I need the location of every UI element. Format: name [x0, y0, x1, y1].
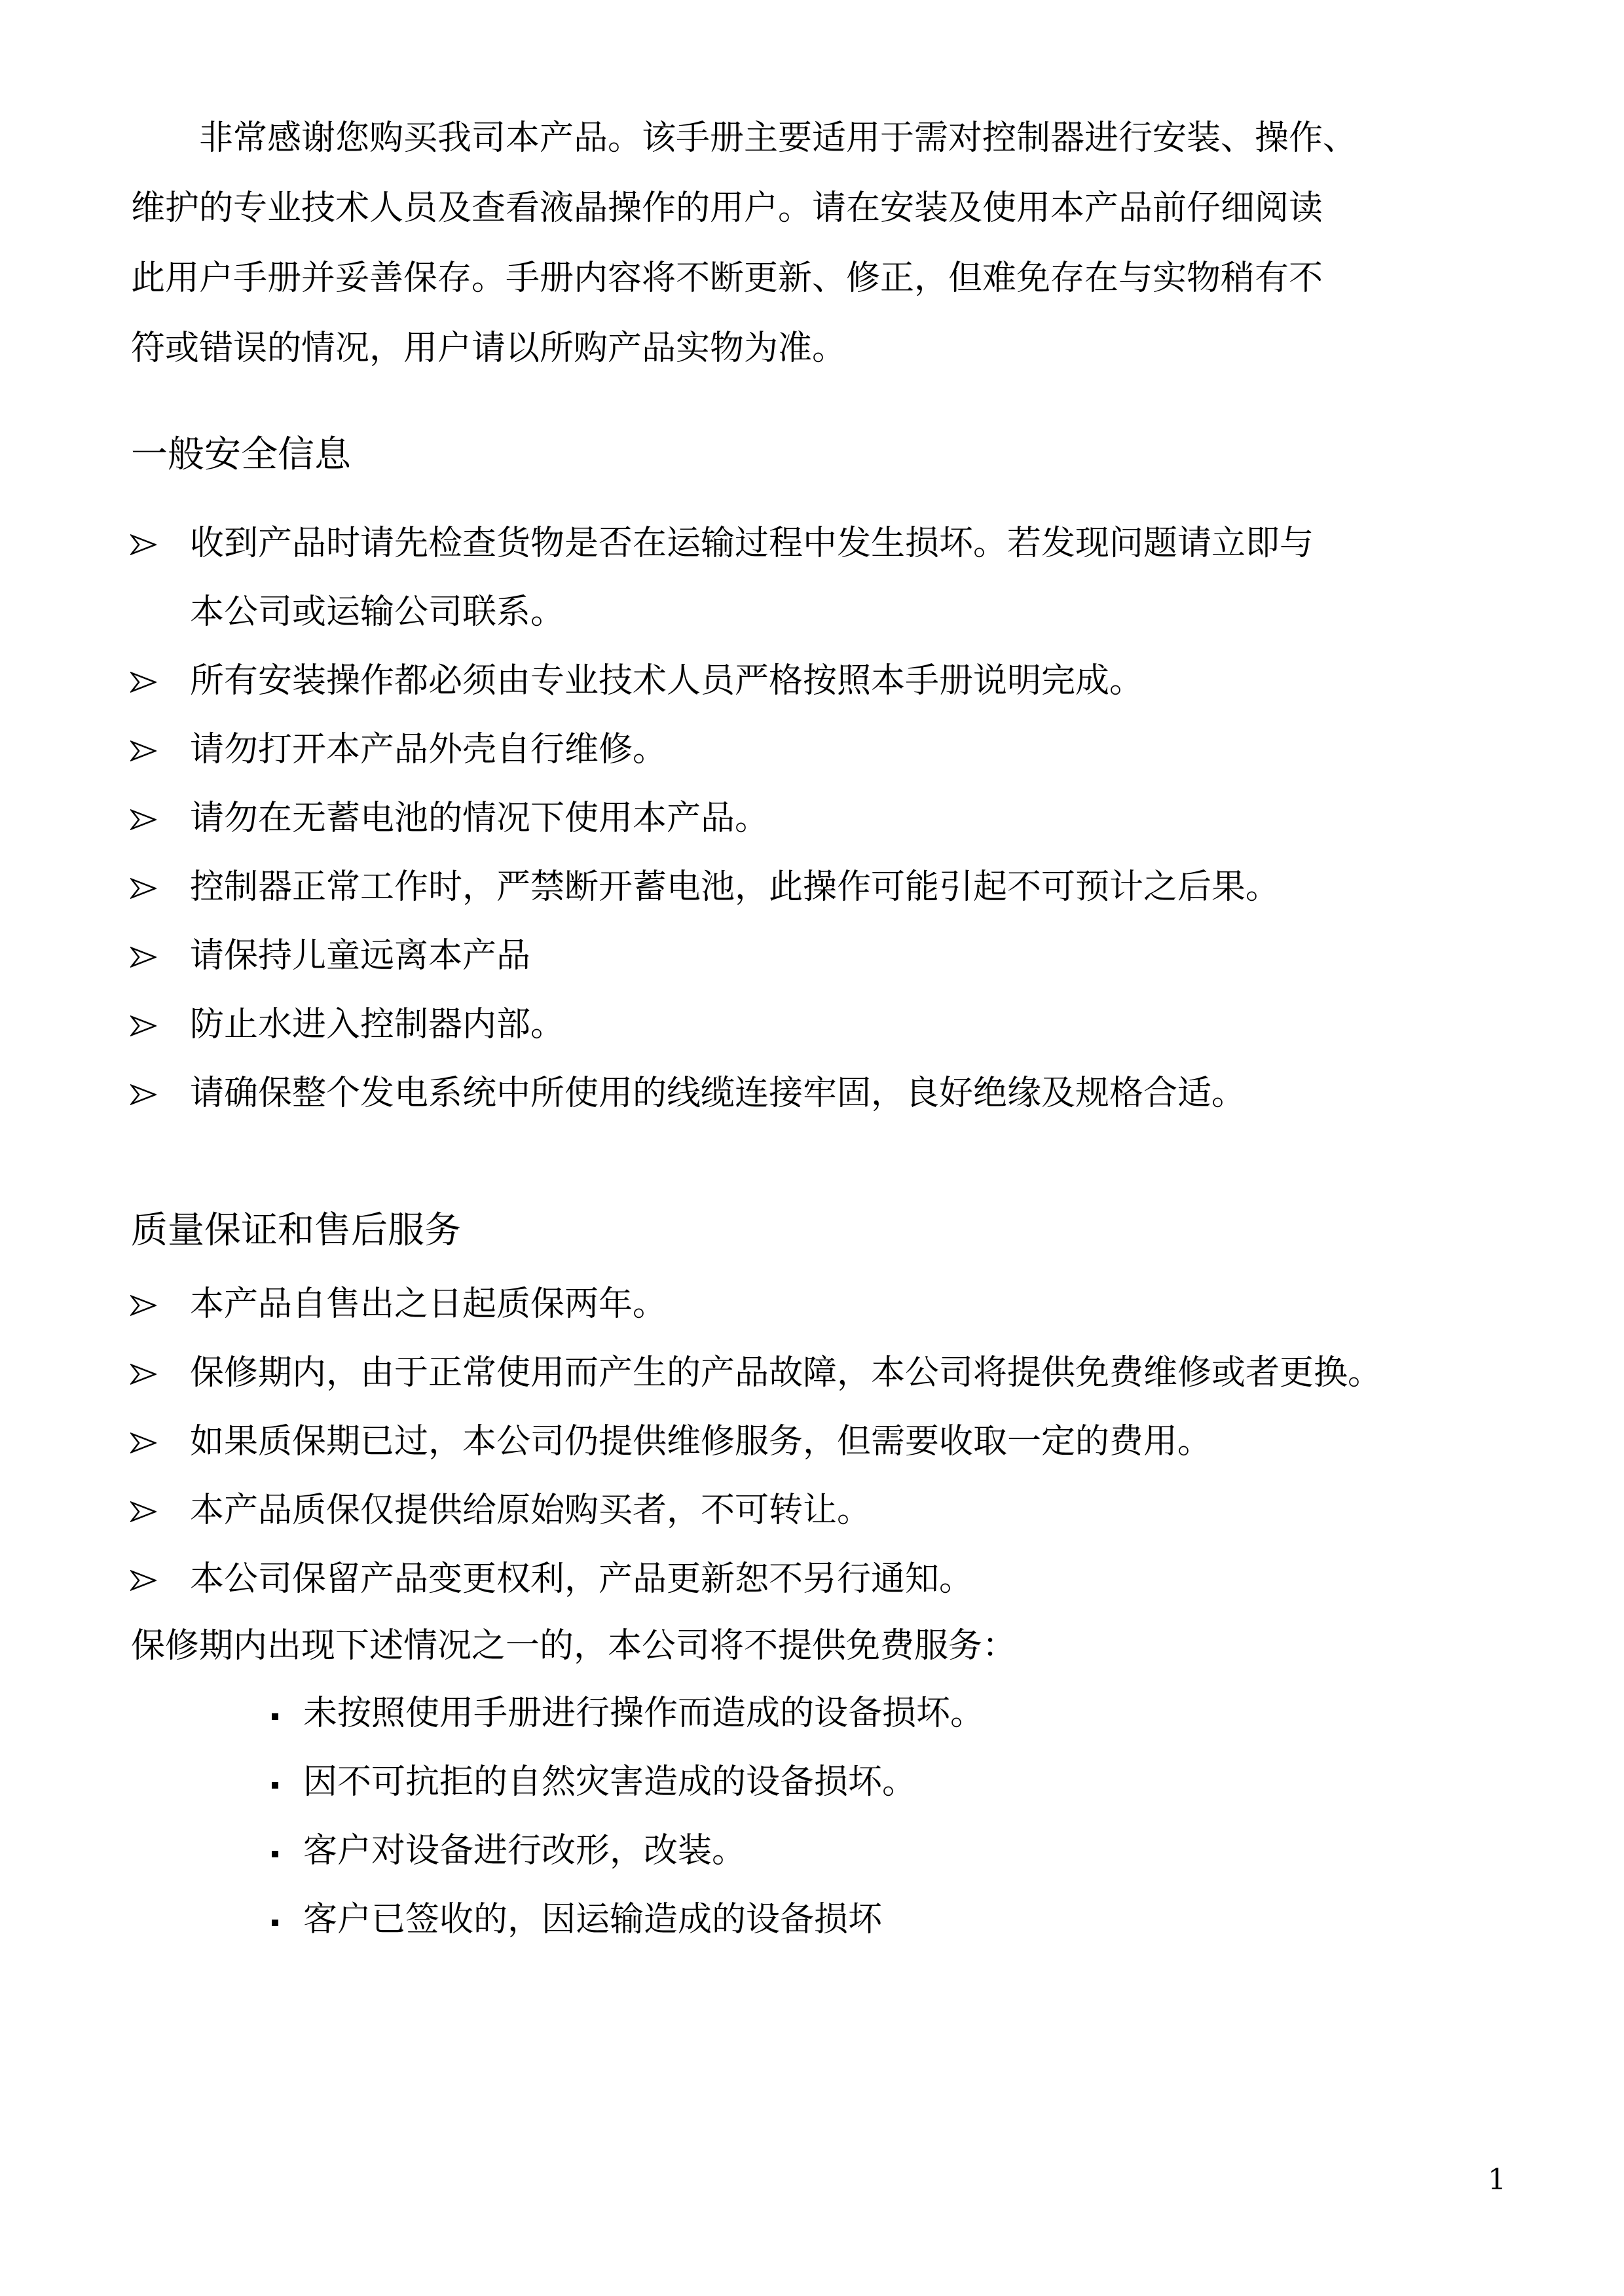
exclusion-item	[272, 1886, 984, 1954]
quality-heading: 质量保证和售后服务	[131, 1209, 461, 1252]
quality-item	[128, 1408, 1581, 1476]
quality-item-text: 本产品质保仅提供给原始购买者，不可转让。	[190, 1491, 872, 1530]
quality-item-text: 如果质保期已过，本公司仍提供维修服务，但需要收取一定的费用。	[190, 1422, 1212, 1461]
safety-item	[128, 647, 1581, 716]
quality-item	[128, 1476, 1581, 1545]
exclusion-item-text: 客户对设备进行改形，改装。	[303, 1831, 747, 1870]
warranty-exclusions-list	[272, 1679, 984, 1954]
intro-line-1: 非常感谢您购买我司本产品。该手册主要适用于需对控制器进行安装、操作、	[199, 118, 1357, 158]
exclusion-item	[272, 1817, 984, 1886]
square-bullet-icon	[272, 1713, 278, 1720]
warranty-exclusions-intro: 保修期内出现下述情况之一的，本公司将不提供免费服务：	[131, 1626, 1017, 1666]
exclusion-item	[272, 1748, 984, 1817]
safety-item	[128, 1059, 1581, 1128]
arrow-bullet-icon	[128, 853, 167, 922]
arrow-bullet-icon	[128, 991, 167, 1059]
safety-list	[128, 509, 1581, 1128]
safety-item	[128, 509, 1581, 647]
intro-line-4: 符或错误的情况，用户请以所购产品实物为准。	[131, 329, 847, 368]
page-number: 1	[1488, 2163, 1506, 2196]
exclusion-item-text: 未按照使用手册进行操作而造成的设备损坏。	[303, 1694, 985, 1733]
quality-item	[128, 1545, 1581, 1614]
square-bullet-icon	[272, 1920, 278, 1926]
safety-item-text: 收到产品时请先检查货物是否在运输过程中发生损坏。若发现问题请立即与	[190, 524, 1314, 563]
quality-item	[128, 1339, 1581, 1408]
safety-item-text: 所有安装操作都必须由专业技术人员严格按照本手册说明完成。	[190, 661, 1144, 701]
square-bullet-icon	[272, 1851, 278, 1857]
intro-line-3: 此用户手册并妥善保存。手册内容将不断更新、修正，但难免存在与实物稍有不	[131, 259, 1323, 298]
arrow-bullet-icon	[128, 922, 167, 991]
exclusion-item	[272, 1679, 984, 1748]
safety-item	[128, 991, 1581, 1059]
exclusion-item-text: 因不可抗拒的自然灾害造成的设备损坏。	[303, 1762, 917, 1802]
arrow-bullet-icon	[128, 647, 167, 716]
arrow-bullet-icon	[128, 1339, 167, 1408]
quality-item-text: 保修期内，由于正常使用而产生的产品故障，本公司将提供免费维修或者更换。	[190, 1353, 1382, 1393]
safety-item	[128, 922, 1581, 991]
arrow-bullet-icon	[128, 509, 167, 578]
safety-item	[128, 784, 1581, 853]
quality-item-text: 本公司保留产品变更权利，产品更新恕不另行通知。	[190, 1559, 974, 1599]
safety-item-text: 控制器正常工作时，严禁断开蓄电池，此操作可能引起不可预计之后果。	[190, 867, 1280, 907]
safety-item-text: 请勿在无蓄电池的情况下使用本产品。	[190, 799, 769, 838]
intro-paragraph	[131, 103, 1506, 384]
arrow-bullet-icon	[128, 1476, 167, 1545]
safety-heading: 一般安全信息	[131, 433, 351, 476]
arrow-bullet-icon	[128, 1059, 167, 1128]
safety-item	[128, 853, 1581, 922]
quality-list	[128, 1270, 1581, 1614]
safety-item	[128, 716, 1581, 784]
arrow-bullet-icon	[128, 716, 167, 784]
quality-item	[128, 1270, 1581, 1339]
arrow-bullet-icon	[128, 1270, 167, 1339]
exclusion-item-text: 客户已签收的，因运输造成的设备损坏	[303, 1900, 883, 1939]
arrow-bullet-icon	[128, 1408, 167, 1476]
arrow-bullet-icon	[128, 1545, 167, 1614]
intro-line-2: 维护的专业技术人员及查看液晶操作的用户。请在安装及使用本产品前仔细阅读	[131, 189, 1323, 228]
square-bullet-icon	[272, 1782, 278, 1789]
safety-item-text: 请保持儿童远离本产品	[190, 936, 531, 975]
safety-item-text: 请勿打开本产品外壳自行维修。	[190, 730, 667, 769]
arrow-bullet-icon	[128, 784, 167, 853]
safety-item-text: 请确保整个发电系统中所使用的线缆连接牢固，良好绝缘及规格合适。	[190, 1074, 1246, 1113]
safety-item-text: 防止水进入控制器内部。	[190, 1005, 565, 1044]
safety-item-text-continued: 本公司或运输公司联系。	[190, 592, 565, 632]
quality-item-text: 本产品自售出之日起质保两年。	[190, 1285, 667, 1324]
